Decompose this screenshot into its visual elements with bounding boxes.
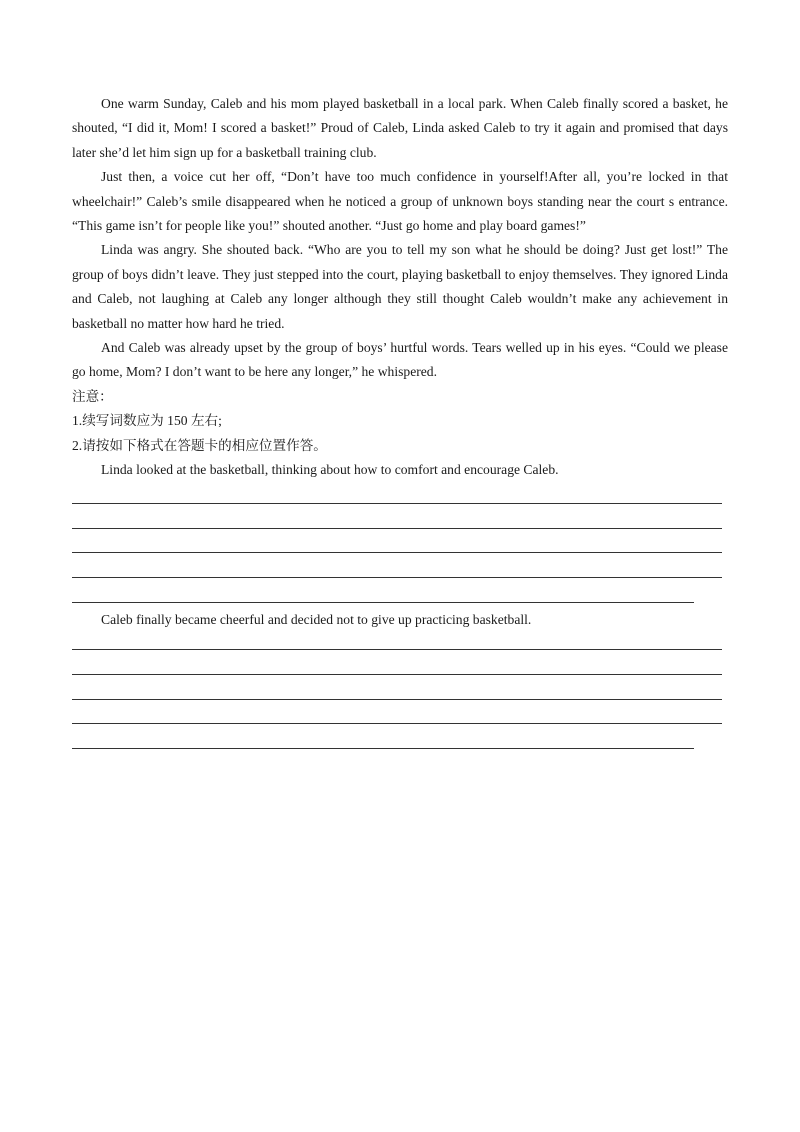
story-paragraph-3: Linda was angry. She shouted back. “Who are you to tell my son what he should be doing? Just get lost!” The group of boys didn’t leave. They just stepped into the court, playing basketball to enjoy themselves. They ignored Linda and Caleb, not laughing at Caleb any longer although they still thought Caleb wouldn’t make any achievement in basketball no matter how hard he tried.	[72, 242, 728, 331]
second-paragraph-prompt: Caleb finally became cheerful and decided not to give up practicing basketball.	[101, 612, 532, 627]
answer-line	[72, 649, 722, 650]
note-item-1: 1.续写词数应为 150 左右;	[72, 413, 222, 429]
answer-line	[72, 674, 722, 675]
story-paragraph-2: Just then, a voice cut her off, “Don’t have too much confidence in yourself!After all, you’re locked in that wheelchair!” Caleb’s smile disappeared when he noticed a group of unknown boys standing near the court s entrance. “This game isn’t for people like you!” shouted another. “Just go home and play board games!”	[72, 169, 728, 234]
answer-line	[72, 503, 722, 504]
answer-line	[72, 577, 722, 578]
notes-heading: 注意：	[72, 388, 113, 404]
second-prompt-section	[72, 608, 728, 632]
story-paragraph-1: One warm Sunday, Caleb and his mom played basketball in a local park. When Caleb finally scored a basket, he shouted, “I did it, Mom! I scored a basket!” Proud of Caleb, Linda asked Caleb to try it again and promised that days later she’d let him sign up for a basketball training club.	[72, 96, 728, 160]
story-paragraph-4: And Caleb was already upset by the group of boys’ hurtful words. Tears welled up in his eyes. “Could we please go home, Mom? I don’t want to be here any longer,” he whispered.	[72, 340, 728, 380]
first-paragraph-prompt: Linda looked at the basketball, thinking about how to comfort and encourage Caleb.	[101, 462, 559, 478]
answer-line	[72, 528, 722, 529]
answer-line	[72, 552, 722, 553]
answer-line	[72, 723, 722, 724]
answer-line	[72, 748, 694, 749]
answer-line	[72, 699, 722, 700]
answer-line	[72, 602, 694, 603]
note-item-2: 2.请按如下格式在答题卡的相应位置作答。	[72, 437, 327, 453]
story-section	[72, 92, 728, 483]
